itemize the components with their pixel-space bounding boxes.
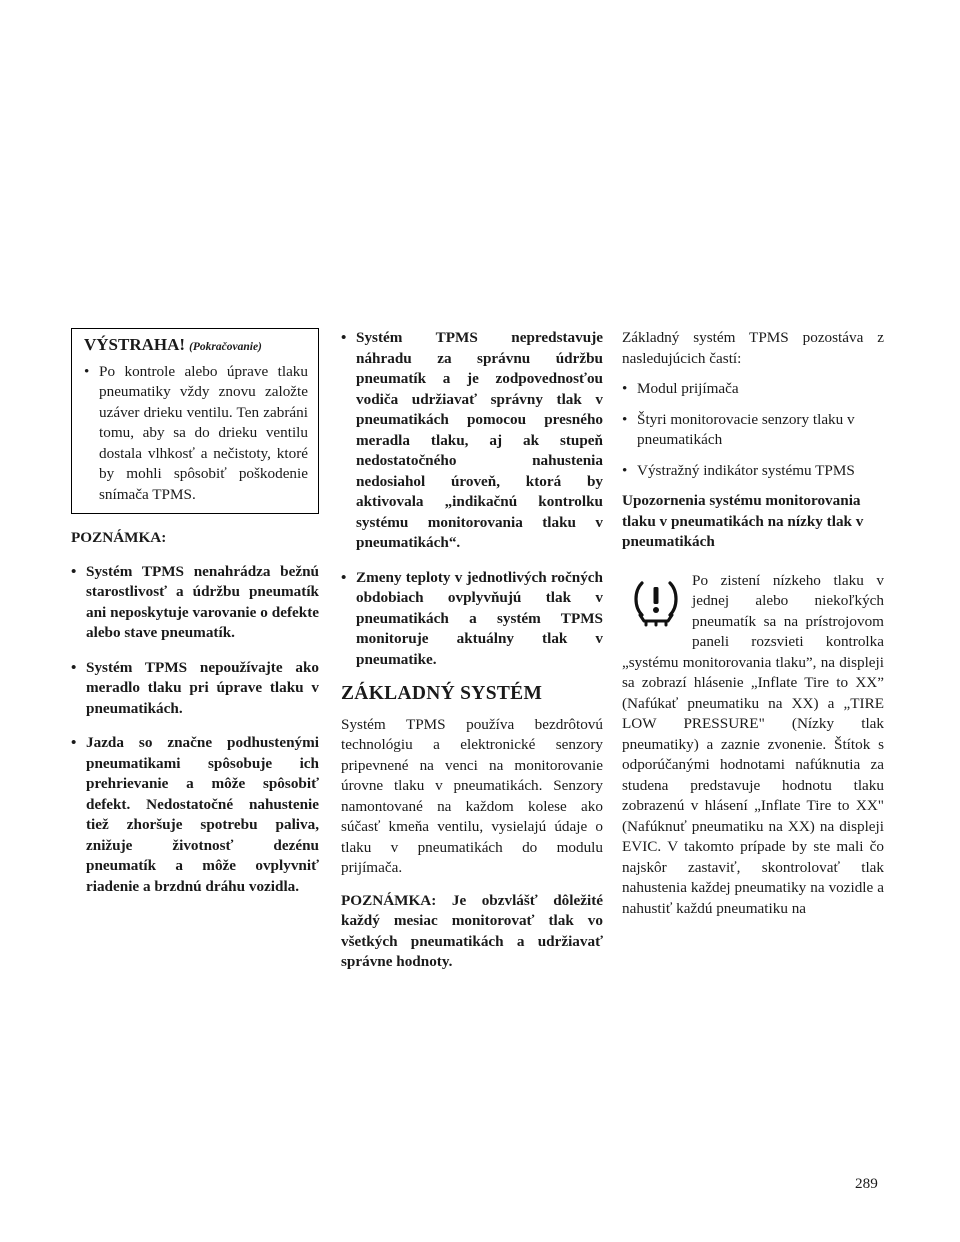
warning-continued: (Pokračovanie)	[189, 341, 262, 353]
list-item: • Zmeny teploty v jednotlivých ročných obdobiach ovplyvňujú tlak v pneumatikách a systém TPMS monitoruje aktuálny tlak v pneumatike.	[341, 568, 603, 671]
note-paragraph: POZNÁMKA: Je obzvlášť dôležité každý mesiac monitorovať tlak vo všetkých pneumatikách a udržiavať správne hodnoty.	[341, 891, 603, 970]
warning-item: • Po kontrole alebo úprave tlaku pneumatiky vždy znovu založte uzáver drieku ventilu. Ten zabráni tomu, aby sa do drieku ventilu dostala vlhkosť a nečistoty, ktoré by mohli spôsobiť poškodenie snímača TPMS.	[84, 362, 308, 506]
body-paragraph: Systém TPMS používa bezdrôtovú technológiu a elektronické senzory pripevnené na venci na monitorovanie úrovne tlaku v pneumatikách. Senzory namontované na každom kolese ako súčasť kmeňa ventilu, vysielajú údaje o tlaku v pneumatikách do modulu prijímača.	[341, 715, 603, 876]
column-left	[71, 328, 319, 911]
warning-header	[84, 335, 308, 358]
low-pressure-paragraph: Po zistení nízkeho tlaku v jednej alebo niekoľkých pneumatík sa na prístrojovom paneli rozsvieti kontrolka „systému monitorovania tlaku”, na displeji sa zobrazí hlásenie „Inflate Tire to XX” (Nafúkať pneumatiku na XX) a „TIRE LOW PRESSURE" (Nízky tlak pneumatiky) a zaznie zvonenie. Štítok s odporúčanými hodnotami nafúknutia za studena predstavuje hodnotu tlaku zobrazenú v hlásení „Inflate Tire to XX" (Nafúknuť pneumatiku na XX) na displeji EVIC. V takomto prípade by ste mali čo najskôr zastaviť, skontrolovať tlak nahustenia každej pneumatiky na vozidle a nahustiť každú pneumatiku na	[622, 571, 884, 917]
list-item: • Štyri monitorovacie senzory tlaku v pneumatikách	[622, 410, 884, 451]
section-title: ZÁKLADNÝ SYSTÉM	[341, 683, 543, 704]
list-item: • Výstražný indikátor systému TPMS	[622, 461, 884, 482]
list-item: • Jazda so značne podhustenými pneumatikami spôsobuje ich prehrievanie a môže spôsobiť defekt. Nedostatočné nahustenie tiež zhoršuje spotrebu paliva, znižuje životnosť dezénu pneumatík a môže ovplyvniť riadenie a brzdnú dráhu vozidla.	[71, 733, 319, 897]
note-title: POZNÁMKA:	[71, 529, 167, 546]
note-list-continued	[341, 328, 603, 670]
list-item: • Systém TPMS nepoužívajte ako meradlo tlaku pri úprave tlaku v pneumatikách.	[71, 658, 319, 720]
note-list	[71, 562, 319, 898]
intro-paragraph: Základný systém TPMS pozostáva z nasledujúcich častí:	[622, 329, 884, 367]
warning-box	[71, 328, 319, 514]
warning-title: VÝSTRAHA!	[84, 335, 186, 354]
parts-list	[622, 379, 884, 481]
column-right	[622, 328, 884, 919]
warning-list	[84, 362, 308, 506]
list-item: • Modul prijímača	[622, 379, 884, 400]
list-item: • Systém TPMS nepredstavuje náhradu za správnu údržbu pneumatík a je zodpovednosťou vodiča udržiavať správny tlak v pneumatikách pomocou presného meradla tlaku, aj ak stupeň nedostatočného nahustenia nedosiahol úroveň, ktorá by aktivovala „indikačnú kontrolku systému monitorovania tlaku v pneumatikách“.	[341, 328, 603, 554]
subsection-heading: Upozornenia systému monitorovania tlaku v pneumatikách na nízky tlak v pneumatikách	[622, 492, 864, 550]
page-number: 289	[855, 1175, 878, 1192]
tire-pressure-warning-icon	[630, 575, 682, 631]
list-item: • Systém TPMS nenahrádza bežnú starostlivosť a údržbu pneumatík ani neposkytuje varovanie o defekte alebo stave pneumatík.	[71, 562, 319, 644]
column-middle	[341, 328, 603, 973]
warning-paragraph-block	[622, 571, 884, 920]
